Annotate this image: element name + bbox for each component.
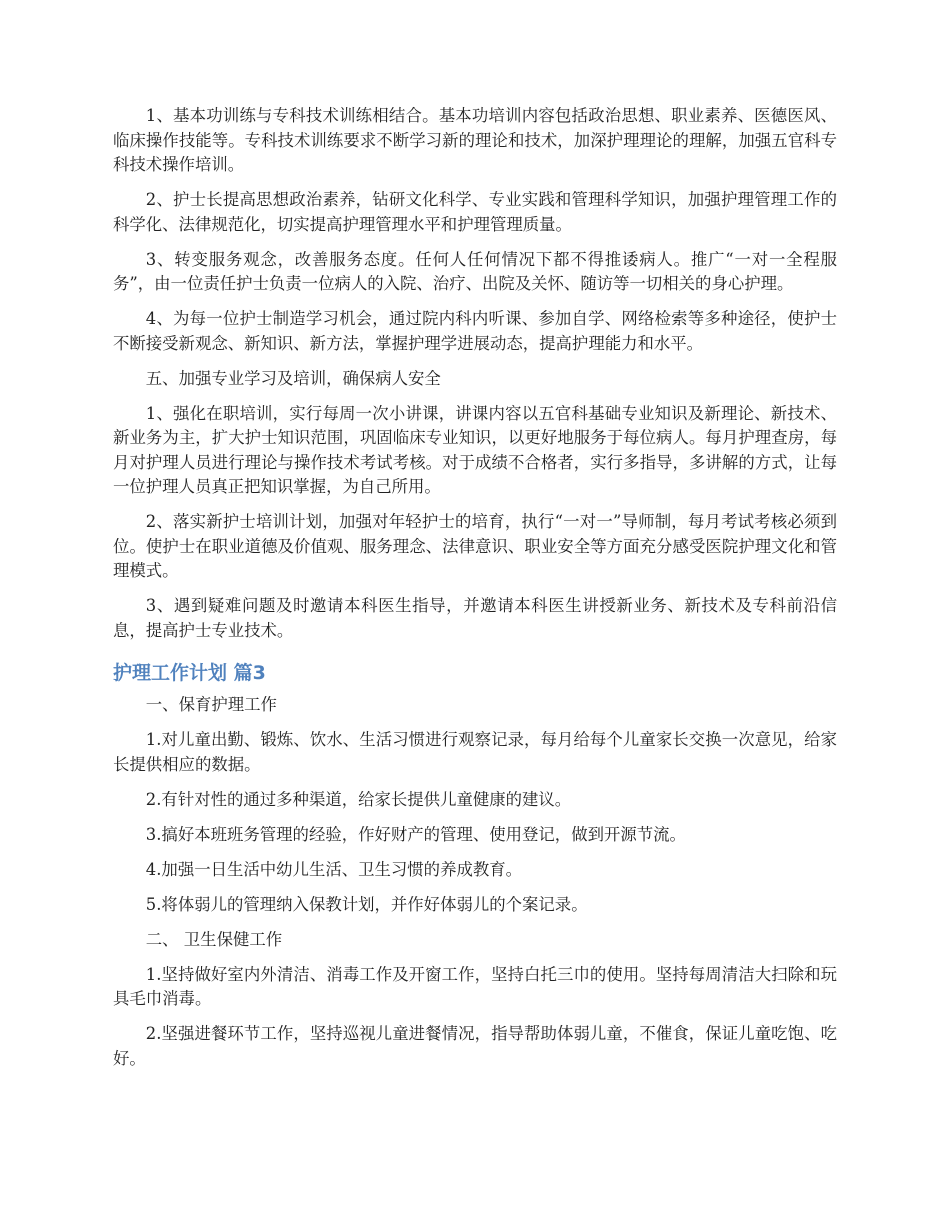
paragraph: 2、护士长提高思想政治素养，钻研文化科学、专业实践和管理科学知识，加强护理管理工作的科学化、法律规范化，切实提高护理管理水平和护理管理质量。 <box>113 190 837 234</box>
paragraph: 2.有针对性的通过多种渠道，给家长提供儿童健康的建议。 <box>145 789 572 809</box>
paragraph: 3、转变服务观念，改善服务态度。任何人任何情况下都不得推诿病人。推广“一对一全程服务”，由一位责任护士负责一位病人的入院、治疗、出院及关怀、随访等一切相关的身心护理。 <box>113 249 837 293</box>
paragraph: 1.对儿童出勤、锻炼、饮水、生活习惯进行观察记录，每月给每个儿童家长交换一次意见，给家长提供相应的数据。 <box>113 730 837 774</box>
paragraph: 1、强化在职培训，实行每周一次小讲课，讲课内容以五官科基础专业知识及新理论、新技术、新业务为主，扩大护士知识范围，巩固临床专业知识，以更好地服务于每位病人。每月护理查房，每月对护理人员进行理论与操作技术考试考核。对于成绩不合格者，实行多指导，多讲解的方式，让每一位护理人员真正把知识掌握，为自己所用。 <box>113 403 837 496</box>
document-page <box>113 104 837 1082</box>
paragraph: 5.将体弱儿的管理纳入保教计划，并作好体弱儿的个案记录。 <box>145 894 588 914</box>
paragraph: 3、遇到疑难问题及时邀请本科医生指导，并邀请本科医生讲授新业务、新技术及专科前沿信息，提高护士专业技术。 <box>113 596 837 640</box>
paragraph: 2.坚强进餐环节工作，坚持巡视儿童进餐情况，指导帮助体弱儿童，不催食，保证儿童吃饱、吃好。 <box>113 1024 837 1068</box>
section-title: 一、保育护理工作 <box>145 695 277 714</box>
paragraph: 1.坚持做好室内外清洁、消毒工作及开窗工作，坚持白托三巾的使用。坚持每周清洁大扫除和玩具毛巾消毒。 <box>113 964 837 1008</box>
paragraph: 4.加强一日生活中幼儿生活、卫生习惯的养成教育。 <box>145 859 523 879</box>
paragraph: 4、为每一位护士制造学习机会，通过院内科内听课、参加自学、网络检索等多种途径，使护士不断接受新观念、新知识、新方法，掌握护理学进展动态，提高护理能力和水平。 <box>113 309 837 353</box>
paragraph: 3.搞好本班班务管理的经验，作好财产的管理、使用登记，做到开源节流。 <box>145 824 686 844</box>
paragraph: 1、基本功训练与专科技术训练相结合。基本功培训内容包括政治思想、职业素养、医德医风、临床操作技能等。专科技术训练要求不断学习新的理论和技术，加深护理理论的理解，加强五官科专科技术操作培训。 <box>113 106 837 174</box>
section-title: 二、 卫生保健工作 <box>145 929 283 949</box>
section-title: 五、加强专业学习及培训，确保病人安全 <box>145 368 441 388</box>
paragraph: 2、落实新护士培训计划，加强对年轻护士的培育，执行“一对一”导师制，每月考试考核必须到位。使护士在职业道德及价值观、服务理念、法律意识、职业安全等方面充分感受医院护理文化和管理模式。 <box>113 512 837 580</box>
section-heading: 护理工作计划 篇3 <box>113 662 266 684</box>
